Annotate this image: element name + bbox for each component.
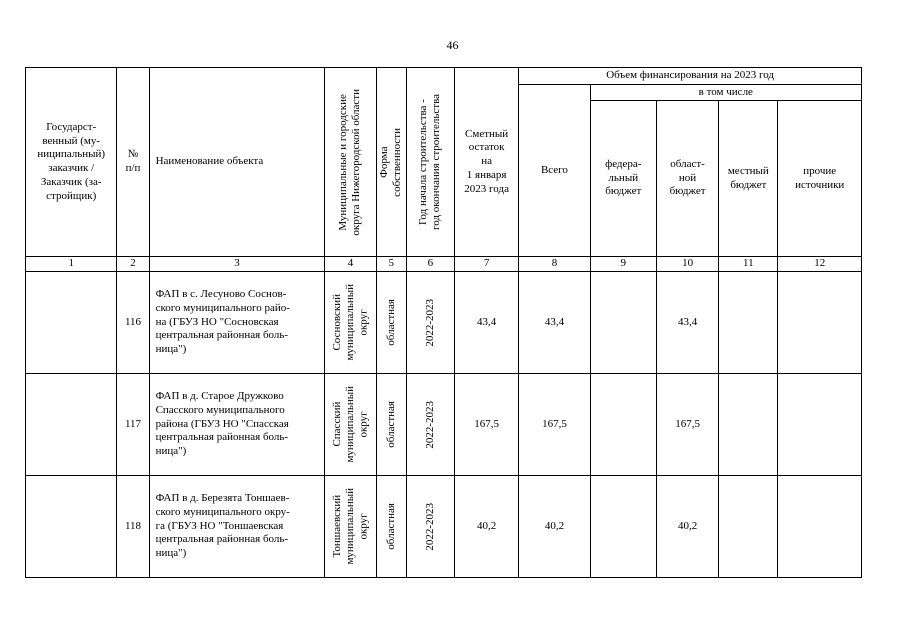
row-ownership (376, 272, 406, 374)
row-num: 118 (117, 476, 149, 578)
header-regional: област- ной бюджет (656, 101, 718, 257)
row-other (778, 476, 862, 578)
row-ownership (376, 374, 406, 476)
table-row (26, 476, 862, 578)
header-local: местный бюджет (719, 101, 778, 257)
row-balance: 40,2 (454, 476, 518, 578)
row-ownership-text: областная (384, 503, 397, 550)
row-other (778, 272, 862, 374)
row-years (406, 272, 454, 374)
row-name: ФАП в с. Лесуново Соснов- ского муниципального райо- на (ГБУЗ НО "Сосновская центральная районная боль- ница") (149, 272, 325, 374)
row-balance: 167,5 (454, 374, 518, 476)
row-num: 117 (117, 374, 149, 476)
row-municipality (325, 272, 376, 374)
row-num: 116 (117, 272, 149, 374)
column-number: 1 (26, 257, 117, 272)
header-customer: Государст- венный (му- ниципальный) заказчик / Заказчик (за- стройщик) (26, 68, 117, 257)
row-municipality-text: Сосновский муниципальный округ (330, 284, 370, 361)
table-row (26, 272, 862, 374)
row-municipality (325, 476, 376, 578)
column-numbers-row (26, 257, 862, 272)
row-years-text: 2022-2023 (423, 400, 436, 449)
page-number: 46 (446, 38, 459, 52)
header-municipality-text: Муниципальные и городские округа Нижегородской области (337, 88, 363, 236)
row-customer (26, 374, 117, 476)
header-other: прочие источники (778, 101, 862, 257)
row-total: 40,2 (519, 476, 590, 578)
header-years (406, 68, 454, 257)
row-other (778, 374, 862, 476)
header-municipality (325, 68, 376, 257)
header-years-text: Год начала строительства - год окончания строительства (417, 94, 443, 230)
row-total: 43,4 (519, 272, 590, 374)
column-number: 6 (406, 257, 454, 272)
header-num: № п/п (117, 68, 149, 257)
header-total: Всего (519, 85, 590, 257)
row-local (719, 476, 778, 578)
row-regional: 40,2 (656, 476, 718, 578)
row-customer (26, 476, 117, 578)
financing-table (25, 67, 862, 578)
row-customer (26, 272, 117, 374)
row-total: 167,5 (519, 374, 590, 476)
column-number: 8 (519, 257, 590, 272)
header-funding-group: Объем финансирования на 2023 год (519, 68, 862, 85)
row-local (719, 272, 778, 374)
header-balance: Сметный остаток на 1 января 2023 года (454, 68, 518, 257)
row-name: ФАП в д. Березята Тоншаев- ского муниципального окру- га (ГБУЗ НО "Тоншаевская центральная районная боль- ница") (149, 476, 325, 578)
row-federal (590, 476, 656, 578)
header-including: в том числе (590, 85, 861, 101)
row-regional: 167,5 (656, 374, 718, 476)
row-ownership (376, 476, 406, 578)
row-municipality (325, 374, 376, 476)
row-ownership-text: областная (384, 299, 397, 346)
header-ownership-text: Форма собственности (378, 127, 404, 197)
column-number: 12 (778, 257, 862, 272)
table-row (26, 374, 862, 476)
row-ownership-text: областная (384, 401, 397, 448)
column-number: 11 (719, 257, 778, 272)
column-number: 5 (376, 257, 406, 272)
row-federal (590, 272, 656, 374)
row-years-text: 2022-2023 (423, 502, 436, 551)
row-local (719, 374, 778, 476)
column-number: 10 (656, 257, 718, 272)
row-regional: 43,4 (656, 272, 718, 374)
header-ownership (376, 68, 406, 257)
column-number: 2 (117, 257, 149, 272)
row-federal (590, 374, 656, 476)
row-municipality-text: Тоншаевский муниципальный округ (330, 488, 370, 565)
column-number: 7 (454, 257, 518, 272)
row-name: ФАП в д. Старое Дружково Спасского муниципального района (ГБУЗ НО "Спасская центральная районная боль- ница") (149, 374, 325, 476)
column-number: 4 (325, 257, 376, 272)
header-federal: федера- льный бюджет (590, 101, 656, 257)
row-years (406, 476, 454, 578)
row-years-text: 2022-2023 (423, 298, 436, 347)
column-number: 3 (149, 257, 325, 272)
column-number: 9 (590, 257, 656, 272)
row-municipality-text: Спасский муниципальный округ (330, 386, 370, 463)
row-years (406, 374, 454, 476)
header-object-name: Наименование объекта (149, 68, 325, 257)
row-balance: 43,4 (454, 272, 518, 374)
